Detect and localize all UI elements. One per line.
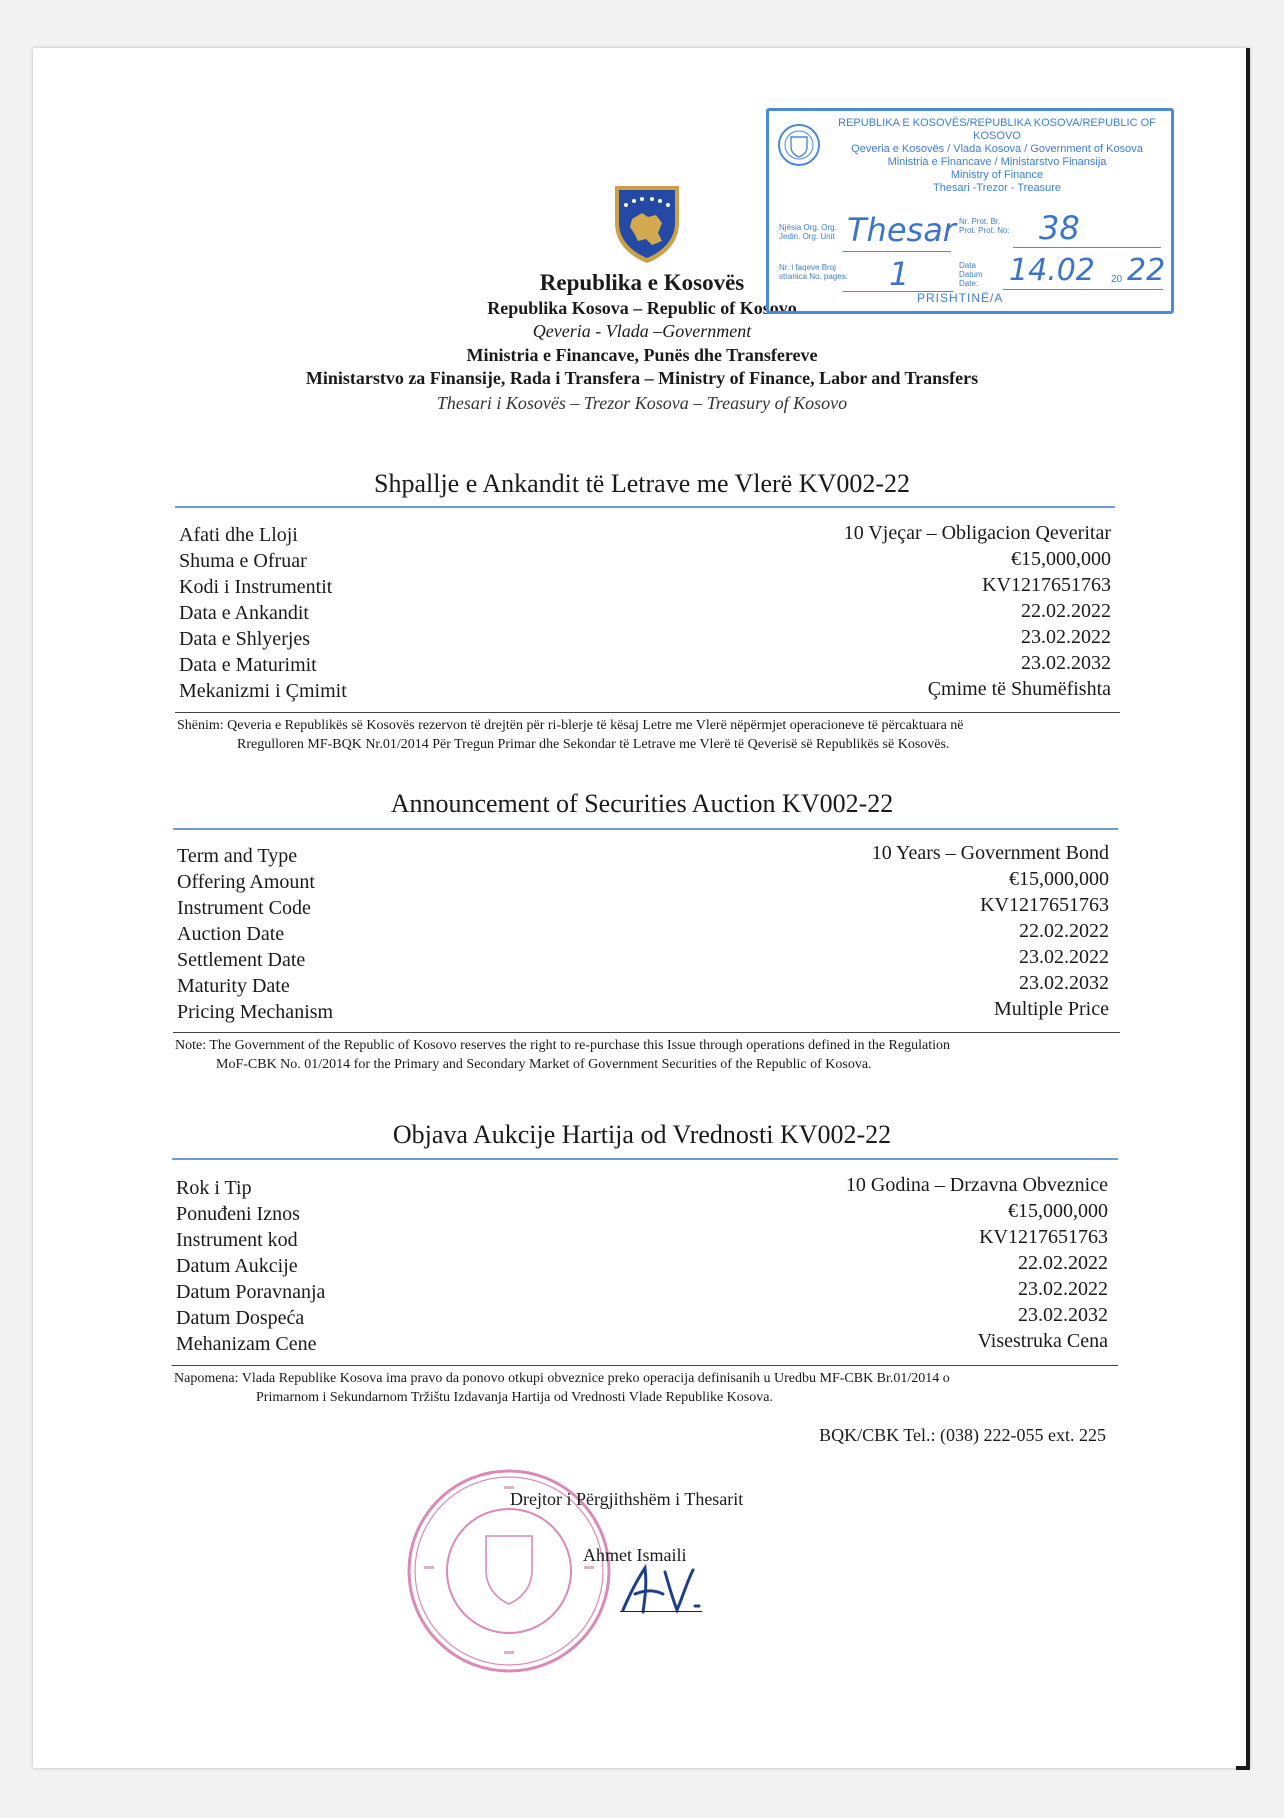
row-value: 23.02.2032: [1019, 972, 1109, 994]
row-label: Mekanizmi i Çmimit: [179, 680, 347, 702]
note-line: Primarnom i Sekundarnom Tržištu Izdavanja Hartija od Vrednosti Vlade Republike Kosova.: [256, 1390, 773, 1405]
row-value: 23.02.2022: [1021, 626, 1111, 648]
row-label: Data e Shlyerjes: [179, 628, 311, 650]
header-government: Qeveria - Vlada –Government: [532, 321, 752, 341]
row-label: Shuma e Ofruar: [179, 550, 307, 572]
signature-line: [620, 1611, 702, 1612]
section-title-sq: Shpallje e Ankandit të Letrave me Vlerë KV002-22: [374, 469, 910, 498]
row-label: Datum Dospeća: [176, 1307, 305, 1329]
kosovo-emblem-icon: [612, 183, 682, 265]
stamp-city: PRISHTINË/A: [917, 291, 1004, 305]
note-line: Napomena: Vlada Republike Kosova ima pravo da ponovo otkupi obveznice preko operacija definisanih u Uredbu MF-CBK Br.01/2014 o: [174, 1371, 950, 1386]
stamp-header: REPUBLIKA E KOSOVËS/REPUBLIKA KOSOVA/REPUBLIC OF KOSOVO Qeveria e Kosovës / Vlada Kosova / Government of Kosova Ministria e Financave / Ministarstvo Finansija Ministry of Finance Thesari -Trezor - Treasure: [838, 117, 1156, 194]
header-treasury: Thesari i Kosovës – Trezor Kosova – Treasury of Kosovo: [436, 393, 848, 413]
row-value: KV1217651763: [982, 574, 1111, 596]
note-rule: [172, 1365, 1118, 1366]
contact-line: BQK/CBK Tel.: (038) 222-055 ext. 225: [819, 1425, 1106, 1445]
row-value: €15,000,000: [1009, 868, 1109, 890]
row-value: Çmime të Shumëfishta: [927, 678, 1111, 700]
stamp-year-prefix: 20: [1111, 274, 1123, 285]
row-value: 23.02.2022: [1018, 1278, 1108, 1300]
header-country: Republika e Kosovës: [539, 270, 745, 295]
registry-stamp: [766, 108, 1174, 314]
stamp-date-label: Data Datum Date:: [959, 261, 983, 288]
header-country-alt: Republika Kosova – Republic of Kosovo: [487, 298, 797, 318]
stamp-seal-icon: [777, 123, 821, 167]
stamp-date-value: 14.02: [1009, 253, 1095, 288]
row-value: 22.02.2022: [1021, 600, 1111, 622]
section-title-sr: Objava Aukcije Hartija od Vrednosti KV002-22: [392, 1120, 892, 1149]
row-label: Pricing Mechanism: [177, 1001, 334, 1023]
row-value: 10 Vjeçar – Obligacion Qeveritar: [843, 522, 1111, 544]
row-value: 22.02.2022: [1019, 920, 1109, 942]
stamp-pages-label: Nr. i faqeve Broj stranica No. pages:: [779, 263, 848, 281]
note-rule: [175, 712, 1120, 713]
section-title-en: Announcement of Securities Auction KV002-22: [390, 789, 894, 818]
stamp-pages-value: 1: [889, 255, 910, 293]
stamp-year-value: 22: [1127, 253, 1166, 288]
row-label: Kodi i Instrumentit: [179, 576, 333, 598]
row-label: Maturity Date: [177, 975, 290, 997]
row-value: 10 Years – Government Bond: [871, 842, 1109, 864]
row-label: Term and Type: [177, 845, 298, 867]
header-ministry-sq: Ministria e Financave, Punës dhe Transfereve: [466, 345, 818, 365]
row-value: €15,000,000: [1008, 1200, 1108, 1222]
row-label: Ponuđeni Iznos: [176, 1203, 300, 1225]
section-rule: [172, 1158, 1118, 1160]
row-value: €15,000,000: [1011, 548, 1111, 570]
row-label: Datum Aukcije: [176, 1255, 298, 1277]
row-label: Data e Ankandit: [179, 602, 309, 624]
note-line: Note: The Government of the Republic of Kosovo reserves the right to re-purchase this Issue through operations defined in the Regulation: [175, 1038, 950, 1053]
row-label: Datum Poravnanja: [176, 1281, 326, 1303]
note-rule: [173, 1032, 1120, 1033]
row-label: Data e Maturimit: [179, 654, 317, 676]
row-value: 10 Godina – Drzavna Obveznice: [845, 1174, 1108, 1196]
signature-icon: [615, 1558, 715, 1618]
row-label: Settlement Date: [177, 949, 306, 971]
director-name: Ahmet Ismaili: [583, 1545, 687, 1565]
stamp-prot-value: 38: [1039, 209, 1080, 247]
row-label: Mehanizam Cene: [176, 1333, 317, 1355]
row-value: Multiple Price: [994, 998, 1109, 1020]
row-value: 23.02.2032: [1021, 652, 1111, 674]
page-edge-tick: [1236, 1766, 1250, 1770]
row-value: 23.02.2022: [1019, 946, 1109, 968]
section-rule: [173, 828, 1118, 830]
row-label: Offering Amount: [177, 871, 315, 893]
stamp-unit-label: Njësia Org. Org. Jedin. Org. Unit: [779, 223, 837, 241]
row-label: Instrument kod: [176, 1229, 298, 1251]
row-value: KV1217651763: [979, 1226, 1108, 1248]
note-line: MoF-CBK No. 01/2014 for the Primary and Secondary Market of Government Securities of the Republic of Kosova.: [216, 1057, 872, 1072]
note-line: Rregulloren MF-BQK Nr.01/2014 Për Tregun Primar dhe Sekondar të Letrave me Vlerë të Qeverisë së Republikës së Kosovës.: [237, 737, 950, 752]
row-value: 22.02.2022: [1018, 1252, 1108, 1274]
row-value: 23.02.2032: [1018, 1304, 1108, 1326]
stamp-prot-label: Nr. Prot. Br. Prot. Prot. No:: [959, 217, 1010, 235]
row-label: Afati dhe Lloji: [179, 524, 298, 546]
director-title: Drejtor i Përgjithshëm i Thesarit: [510, 1489, 744, 1509]
header-ministry-en: Ministarstvo za Finansije, Rada i Transfera – Ministry of Finance, Labor and Transfers: [305, 368, 979, 388]
row-value: KV1217651763: [980, 894, 1109, 916]
stamp-unit-value: Thesar: [847, 211, 956, 249]
row-label: Rok i Tip: [176, 1177, 252, 1199]
row-label: Auction Date: [177, 923, 285, 945]
note-line: Shënim: Qeveria e Republikës së Kosovës rezervon të drejtën për ri-blerje të kësaj Letre me Vlerë nëpërmjet operacioneve të përcaktuara në: [177, 718, 964, 733]
section-rule: [175, 506, 1115, 508]
row-value: Visestruka Cena: [977, 1330, 1108, 1352]
row-label: Instrument Code: [177, 897, 311, 919]
